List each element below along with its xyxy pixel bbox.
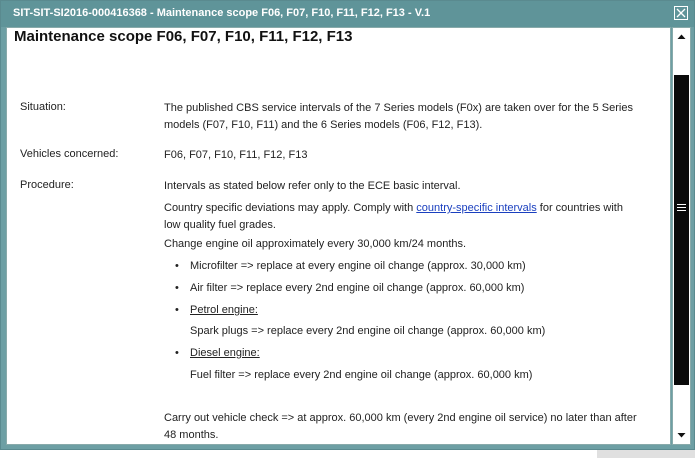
scroll-up-button[interactable] — [674, 30, 689, 44]
page-title: Maintenance scope F06, F07, F10, F11, F12, F13 — [14, 28, 353, 45]
arrow-up-icon — [674, 30, 689, 44]
list-item-diesel-engine: Diesel engine: — [190, 347, 260, 359]
scroll-thumb[interactable] — [674, 75, 689, 385]
situation-label: Situation: — [20, 101, 66, 113]
window-title: SIT-SIT-SI2016-000416368 - Maintenance scope F06, F07, F10, F11, F12, F13 - V.1 — [13, 7, 431, 19]
grip-icon — [677, 203, 686, 212]
country-specific-intervals-link[interactable]: country-specific intervals — [416, 202, 537, 214]
title-bar[interactable] — [1, 1, 694, 27]
deviation-text — [164, 200, 639, 234]
deviation-suffix: for countries with low quality fuel grades. — [164, 202, 623, 231]
document-content — [6, 27, 671, 445]
deviation-prefix: Country specific deviations may apply. Comply with — [164, 202, 417, 214]
close-icon — [676, 8, 686, 18]
bullet-icon: • — [175, 282, 179, 294]
petrol-detail: Spark plugs => replace every 2nd engine oil change (approx. 60,000 km) — [190, 325, 546, 337]
diesel-detail: Fuel filter => replace every 2nd engine oil change (approx. 60,000 km) — [190, 369, 533, 381]
bullet-icon: • — [175, 347, 179, 359]
arrow-down-icon — [674, 428, 689, 442]
list-item-air-filter: Air filter => replace every 2nd engine oil change (approx. 60,000 km) — [190, 282, 525, 294]
oil-change-text: Change engine oil approximately every 30,000 km/24 months. — [164, 238, 467, 250]
vehicles-label: Vehicles concerned: — [20, 148, 119, 160]
list-item-microfilter: Microfilter => replace at every engine oil change (approx. 30,000 km) — [190, 260, 526, 272]
vehicles-text: F06, F07, F10, F11, F12, F13 — [164, 149, 308, 161]
situation-text: The published CBS service intervals of the 7 Series models (F0x) are taken over for the 5 Series models (F07, F10, F11) and the 6 Series models (F06, F12, F13). — [164, 102, 633, 131]
status-bar-fragment — [597, 450, 695, 458]
bullet-icon: • — [175, 304, 179, 316]
bullet-icon: • — [175, 260, 179, 272]
scroll-down-button[interactable] — [674, 428, 689, 442]
procedure-intro: Intervals as stated below refer only to the ECE basic interval. — [164, 180, 461, 192]
list-item-petrol-engine: Petrol engine: — [190, 304, 258, 316]
procedure-label: Procedure: — [20, 179, 74, 191]
close-button[interactable] — [674, 6, 688, 20]
vehicle-check-text: Carry out vehicle check => at approx. 60,000 km (every 2nd engine oil service) no later than after 48 months. — [164, 412, 637, 441]
vertical-scrollbar[interactable] — [672, 27, 691, 445]
